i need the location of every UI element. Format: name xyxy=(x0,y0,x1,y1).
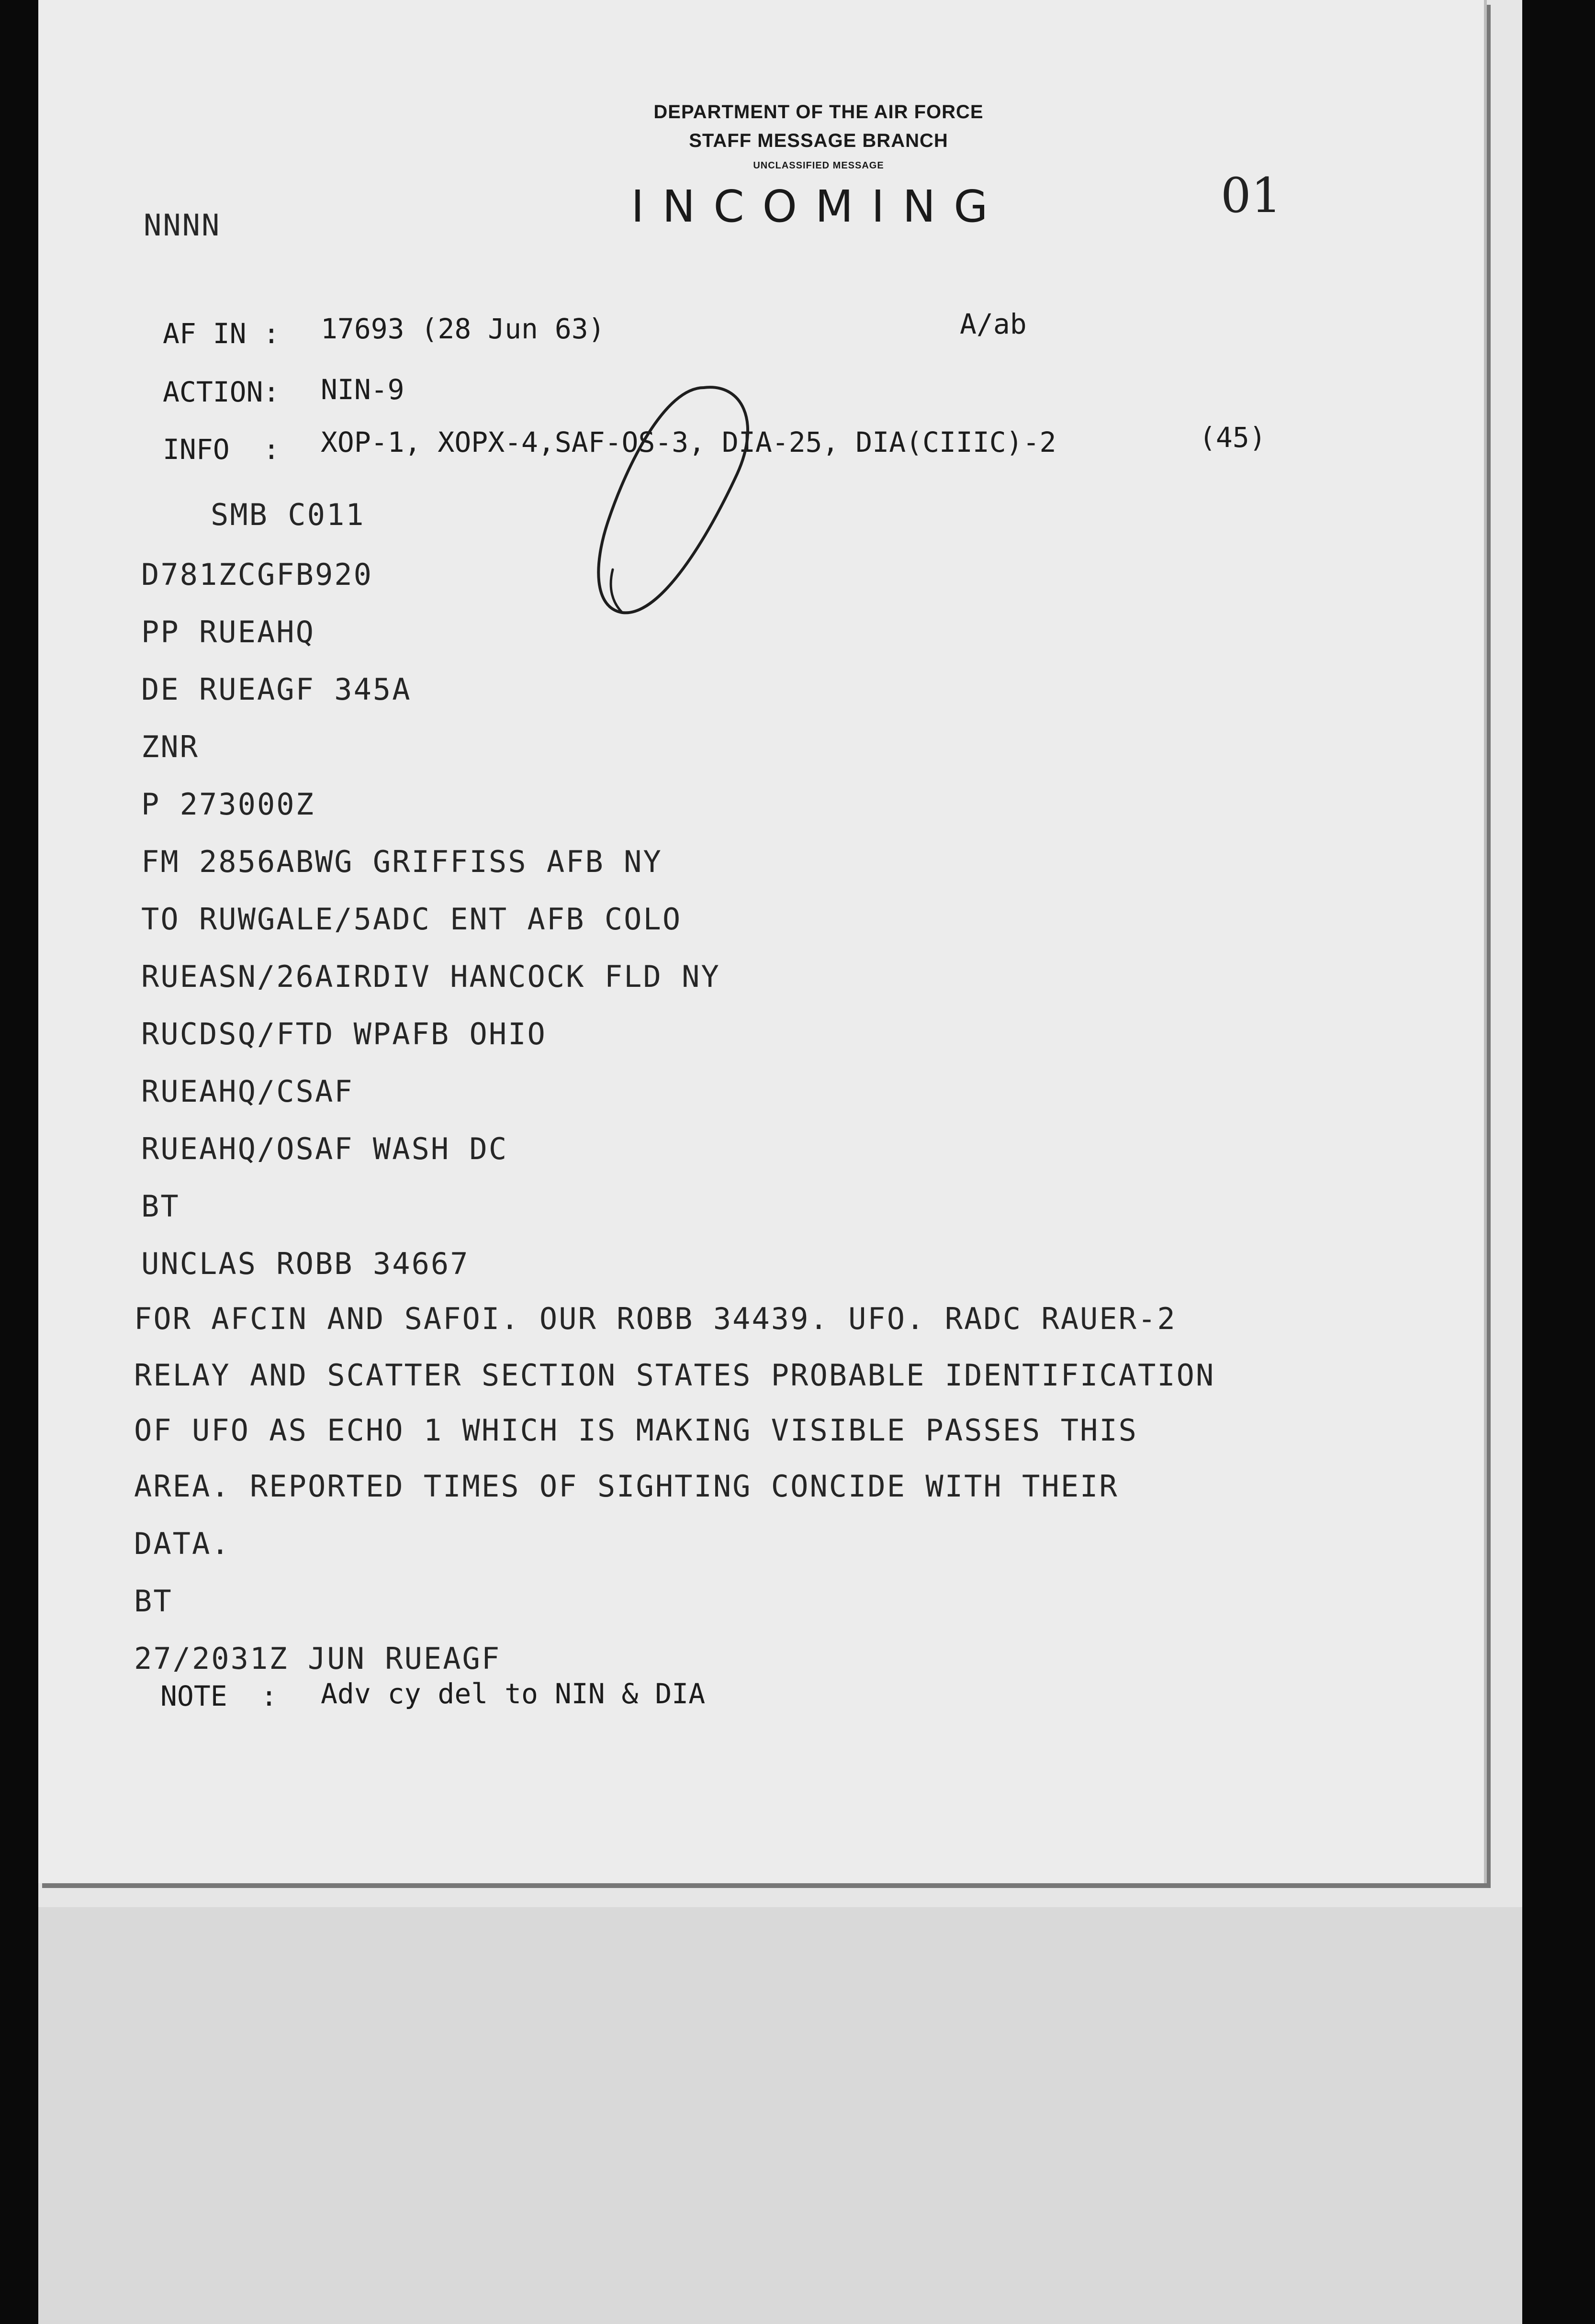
message-line: RUEAHQ/OSAF WASH DC xyxy=(141,1131,508,1166)
message-line: FM 2856ABWG GRIFFISS AFB NY xyxy=(141,844,663,879)
nnnn-marker: NNNN xyxy=(144,208,221,243)
message-line: FOR AFCIN AND SAFOI. OUR ROBB 34439. UFO. RADC RAUER-2 xyxy=(134,1301,1177,1336)
smb-line: SMB C011 xyxy=(211,497,365,532)
af-in-label: AF IN : xyxy=(163,317,280,350)
scan-background xyxy=(38,1907,1522,2324)
note-label: NOTE : xyxy=(160,1680,278,1712)
message-line: 27/2031Z JUN RUEAGF xyxy=(134,1641,501,1676)
branch-heading: STAFF MESSAGE BRANCH xyxy=(689,130,948,151)
info-value: XOP-1, XOPX-4,SAF-OS-3, DIA-25, DIA(CIIIC)-2 xyxy=(321,426,1056,458)
message-line: P 273000Z xyxy=(141,787,315,822)
classification-heading: UNCLASSIFIED MESSAGE xyxy=(753,160,884,171)
recipient-count: (45) xyxy=(1199,421,1266,454)
message-line: ZNR xyxy=(141,729,199,764)
action-value: NIN-9 xyxy=(321,373,404,406)
message-line: D781ZCGFB920 xyxy=(141,557,373,592)
message-line: PP RUEAHQ xyxy=(141,615,315,649)
message-line: AREA. REPORTED TIMES OF SIGHTING CONCIDE WITH THEIR xyxy=(134,1469,1119,1504)
department-heading: DEPARTMENT OF THE AIR FORCE xyxy=(653,101,984,123)
routing-code: A/ab xyxy=(960,308,1027,340)
message-line: BT xyxy=(134,1584,173,1619)
info-label: INFO : xyxy=(163,433,280,466)
handwritten-page-number: 01 xyxy=(1221,168,1282,223)
message-line: DE RUEAGF 345A xyxy=(141,672,412,707)
message-line: RUEASN/26AIRDIV HANCOCK FLD NY xyxy=(141,959,720,994)
message-line: RELAY AND SCATTER SECTION STATES PROBABLE IDENTIFICATION xyxy=(134,1358,1215,1393)
message-form xyxy=(38,0,1487,1883)
message-line: BT xyxy=(141,1189,180,1224)
note-text: Adv cy del to NIN & DIA xyxy=(321,1677,706,1710)
message-line: TO RUWGALE/5ADC ENT AFB COLO xyxy=(141,902,682,937)
message-line: RUEAHQ/CSAF xyxy=(141,1074,354,1109)
message-line: UNCLAS ROBB 34667 xyxy=(141,1246,470,1281)
message-line: DATA. xyxy=(134,1526,231,1561)
handwritten-zero-mark xyxy=(584,378,785,627)
action-label: ACTION: xyxy=(163,376,280,408)
message-line: RUCDSQ/FTD WPAFB OHIO xyxy=(141,1017,547,1051)
scan-page xyxy=(38,0,1522,2324)
incoming-title: INCOMING xyxy=(631,181,1006,232)
message-line: OF UFO AS ECHO 1 WHICH IS MAKING VISIBLE PASSES THIS xyxy=(134,1413,1138,1448)
af-in-value: 17693 (28 Jun 63) xyxy=(321,313,605,345)
